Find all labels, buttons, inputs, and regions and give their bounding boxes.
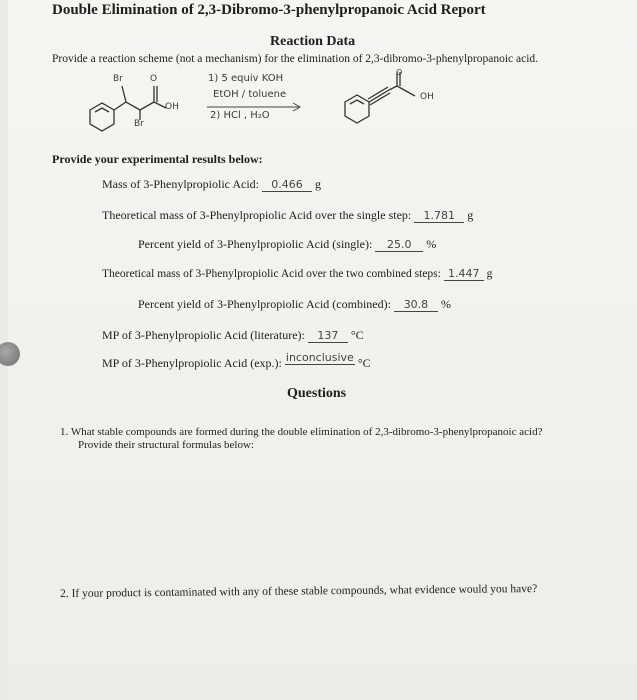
theoretical-single-label: Theoretical mass of 3-Phenylpropiolic Acid over the single step: (102, 208, 412, 222)
mp-literature-label: MP of 3-Phenylpropiolic Acid (literature): (102, 328, 305, 342)
product-oh: OH (420, 92, 434, 102)
mp-experimental-unit: °C (357, 356, 371, 370)
mass-unit: g (314, 177, 321, 191)
product-structure (335, 66, 475, 136)
theoretical-single-value[interactable]: 1.781 (414, 209, 464, 223)
question-1-text: What stable compounds are formed during the double elimination of 2,3-dibromo-3-phenylpropanoic acid? (70, 426, 543, 438)
row-percent-combined (138, 297, 451, 312)
question-1 (60, 426, 542, 438)
reactant-structure (60, 68, 200, 138)
questions-heading: Questions (287, 386, 347, 401)
percent-combined-value[interactable]: 30.8 (394, 298, 438, 312)
reaction-data-heading: Reaction Data (270, 34, 356, 49)
reagent-solvent: EtOH / toluene (213, 89, 287, 100)
row-mp-literature (102, 328, 364, 343)
question-2-text: If your product is contaminated with any of these stable compounds, what evidence would you have? (71, 583, 538, 600)
reagent-step2: 2) HCl , H₂O (210, 110, 270, 121)
percent-single-label: Percent yield of 3-Phenylpropiolic Acid (single): (138, 237, 373, 251)
reactant-oh: OH (165, 102, 179, 112)
row-mass-label: Mass of 3-Phenylpropiolic Acid: (102, 177, 259, 191)
row-mass (102, 177, 321, 192)
question-2-number: 2. (60, 587, 69, 600)
report-title: Double Elimination of 2,3-Dibromo-3-phenylpropanoic Acid Report (52, 2, 486, 18)
theoretical-combined-value[interactable]: 1.447 (444, 267, 484, 281)
row-theoretical-combined (102, 267, 492, 281)
mp-experimental-label: MP of 3-Phenylpropiolic Acid (exp.): (102, 356, 282, 370)
product-o-top: O (396, 68, 403, 77)
percent-combined-unit: % (440, 297, 451, 311)
theoretical-combined-label: Theoretical mass of 3-Phenylpropiolic Acid over the two combined steps: (102, 268, 441, 280)
question-1-line2: Provide their structural formulas below: (78, 439, 254, 451)
theoretical-single-unit: g (467, 208, 474, 222)
reagent-step1: 1) 5 equiv KOH (208, 73, 284, 84)
reaction-scheme-prompt: Provide a reaction scheme (not a mechanism) for the elimination of 2,3-dibromo-3-phenylpropanoic acid. (52, 53, 539, 65)
theoretical-combined-unit: g (486, 268, 493, 280)
reactant-o-top: O (150, 74, 158, 84)
question-1-number: 1. (60, 426, 69, 438)
row-percent-single (138, 237, 436, 252)
mp-literature-unit: °C (350, 328, 364, 342)
mp-experimental-value[interactable]: inconclusive (285, 351, 354, 364)
results-intro: Provide your experimental results below: (52, 152, 263, 166)
mp-literature-value[interactable]: 137 (308, 329, 348, 343)
percent-single-unit: % (426, 237, 437, 251)
reactant-br-bottom: Br (134, 119, 144, 129)
row-theoretical-single (102, 208, 473, 223)
mass-value[interactable]: 0.466 (262, 178, 312, 192)
percent-combined-label: Percent yield of 3-Phenylpropiolic Acid (combined): (138, 297, 391, 311)
row-mp-experimental (102, 351, 371, 371)
reactant-br-top: Br (113, 74, 123, 84)
percent-single-value[interactable]: 25.0 (375, 238, 423, 252)
